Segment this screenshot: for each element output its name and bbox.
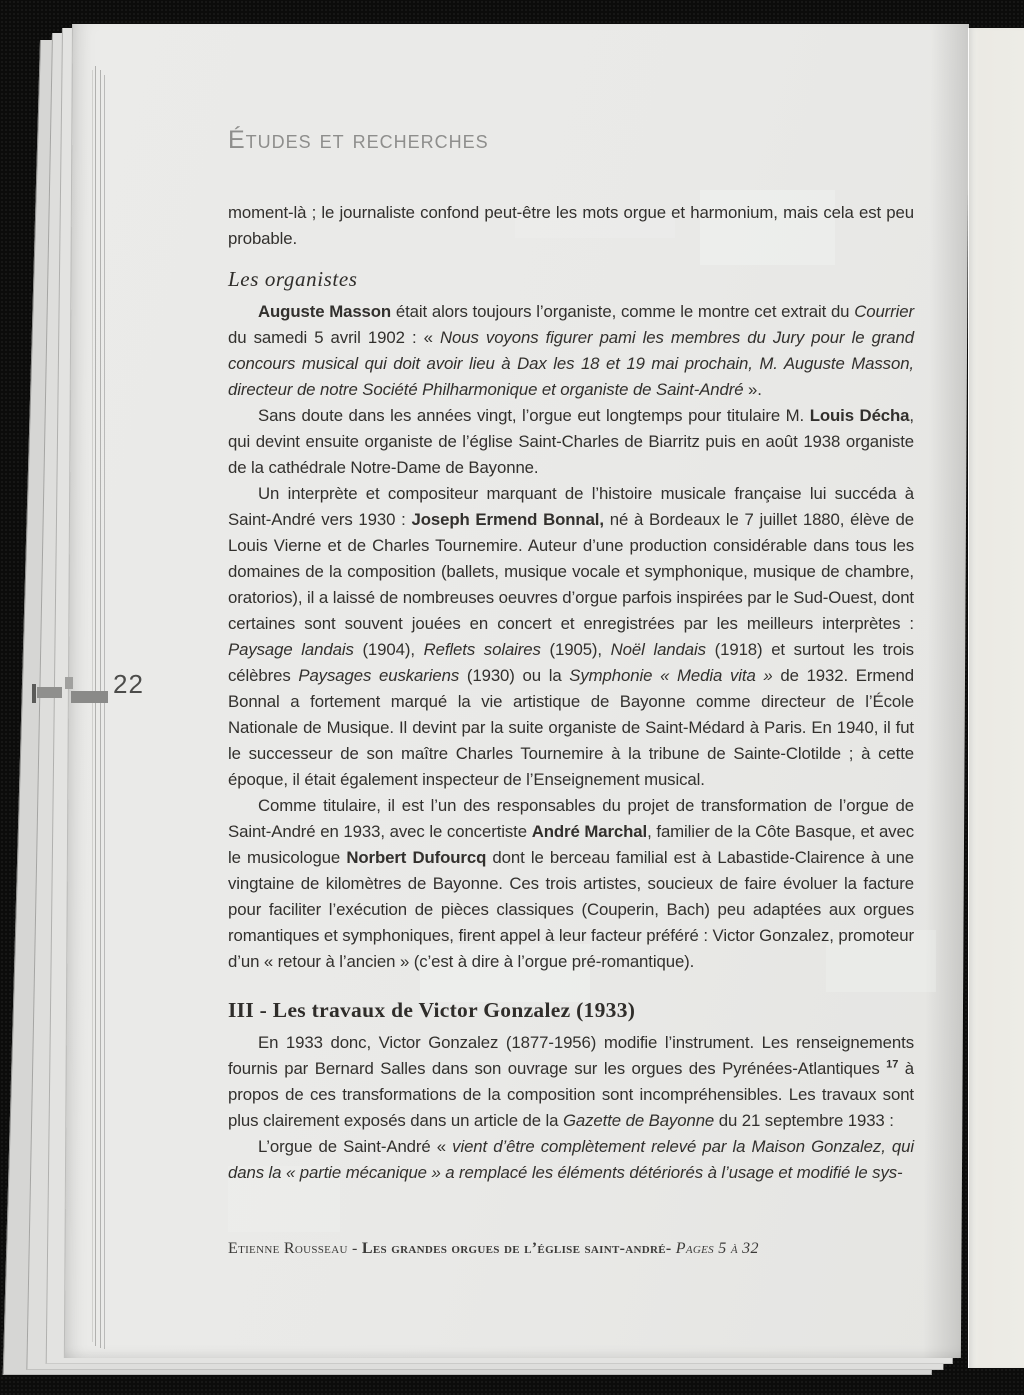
- page-edge-line: [92, 70, 93, 1342]
- paragraph: Comme titulaire, il est l’un des responsables du projet de transformation de l’orgue de Saint-André en 1933, avec le concertiste André Marchal, familier de la Côte Basque, et avec le musicologue Norbert Dufourcq dont le berceau familial est à Labastide-Clairence à une vingtaine de kilomètres de Bayonne. Ces trois artistes, soucieux de faire évoluer la facture pour faciliter l’exécution de pièces classiques (Couperin, Bach) peu adaptées aux orgues romantiques et symphoniques, firent appel à leur facteur préféré : Victor Gonzalez, promoteur d’un « retour à l’ancien » (c’est à dire à l’orgue pré-romantique).: [228, 796, 914, 971]
- paragraph: Auguste Masson était alors toujours l’organiste, comme le montre cet extrait du Courrier du samedi 5 avril 1902 : « Nous voyons figurer pami les membres du Jury pour le grand concours musical qui doit avoir lieu à Dax les 18 et 19 mai prochain, M. Auguste Masson, directeur de notre Société Philharmonique et organiste de Saint-André ».: [228, 302, 914, 399]
- page-edge-mark: [32, 684, 36, 703]
- page-edge-line: [95, 66, 96, 1346]
- footer-author: Etienne Rousseau -: [228, 1240, 362, 1257]
- page-edge-mark: [71, 691, 108, 703]
- footer-title: Les grandes orgues de l’église saint-andré-: [361, 1240, 676, 1257]
- section-heading: Les organistes: [228, 267, 358, 291]
- page-edge-line: [100, 70, 101, 1348]
- paragraph: Sans doute dans les années vingt, l’orgue eut longtemps pour titulaire M. Louis Décha, qui devint ensuite organiste de l’église Saint-Charles de Biarritz puis en août 1938 organiste de la cathédrale Notre-Dame de Bayonne.: [228, 406, 914, 477]
- footer-pages: Pages 5 à 32: [675, 1240, 759, 1257]
- chapter-heading: III - Les travaux de Victor Gonzalez (1933): [228, 998, 636, 1022]
- paragraph: L’orgue de Saint-André « vient d’être complètement relevé par la Maison Gonzalez, qui dans la « partie mécanique » a remplacé les éléments détériorés à l’usage et modifié le sys-: [228, 1137, 914, 1182]
- page-number: 22: [113, 669, 144, 699]
- footer-credit: [228, 1240, 918, 1258]
- gutter-crease: [923, 24, 969, 1358]
- text-column: [228, 200, 914, 1186]
- paragraph: moment-là ; le journaliste confond peut-être les mots orgue et harmonium, mais cela est peu probable.: [228, 203, 914, 248]
- paragraph: Un interprète et compositeur marquant de l’histoire musicale française lui succéda à Saint-André vers 1930 : Joseph Ermend Bonnal, né à Bordeaux le 7 juillet 1880, élève de Louis Vierne et de Charles Tournemire. Auteur d’une production considérable dans tous les domaines de la composition (ballets, musique vocale et symphonique, musique de chambre, oratorios), il a laissé de nombreuses oeuvres d’orgue parfois inspirées par le Sud-Ouest, dont certaines sont souvent jouées en concert et enregistrées par les meilleurs interprètes : Paysage landais (1904), Reflets solaires (1905), Noël landais (1918) et surtout les trois célèbres Paysages euskariens (1930) ou la Symphonie « Media vita » de 1932. Ermend Bonnal a fortement marqué la vie artistique de Bayonne comme directeur de l’École Nationale de Musique. Il devint par la suite organiste de Saint-Médard à Paris. En 1940, il fut le successeur de son maître Charles Tournemire à la tribune de Sainte-Clotilde ; à cette époque, il était également inspecteur de l’Enseignement musical.: [228, 484, 915, 789]
- page-edge-mark: [65, 677, 73, 689]
- page-edge-line: [104, 75, 105, 1349]
- paragraph: En 1933 donc, Victor Gonzalez (1877-1956) modifie l’instrument. Les renseignements fournis par Bernard Salles dans son ouvrage sur les orgues des Pyrénées-Atlantiques $^{17}$ à propos de ces transformations de la composition sont incompréhensibles. Les travaux sont plus clairement exposés dans un article de la Gazette de Bayonne du 21 septembre 1933 :: [228, 1033, 915, 1130]
- running-head: Études et recherches: [228, 126, 489, 154]
- page-edge-mark: [37, 687, 62, 698]
- facing-page-edge: [968, 28, 1024, 1368]
